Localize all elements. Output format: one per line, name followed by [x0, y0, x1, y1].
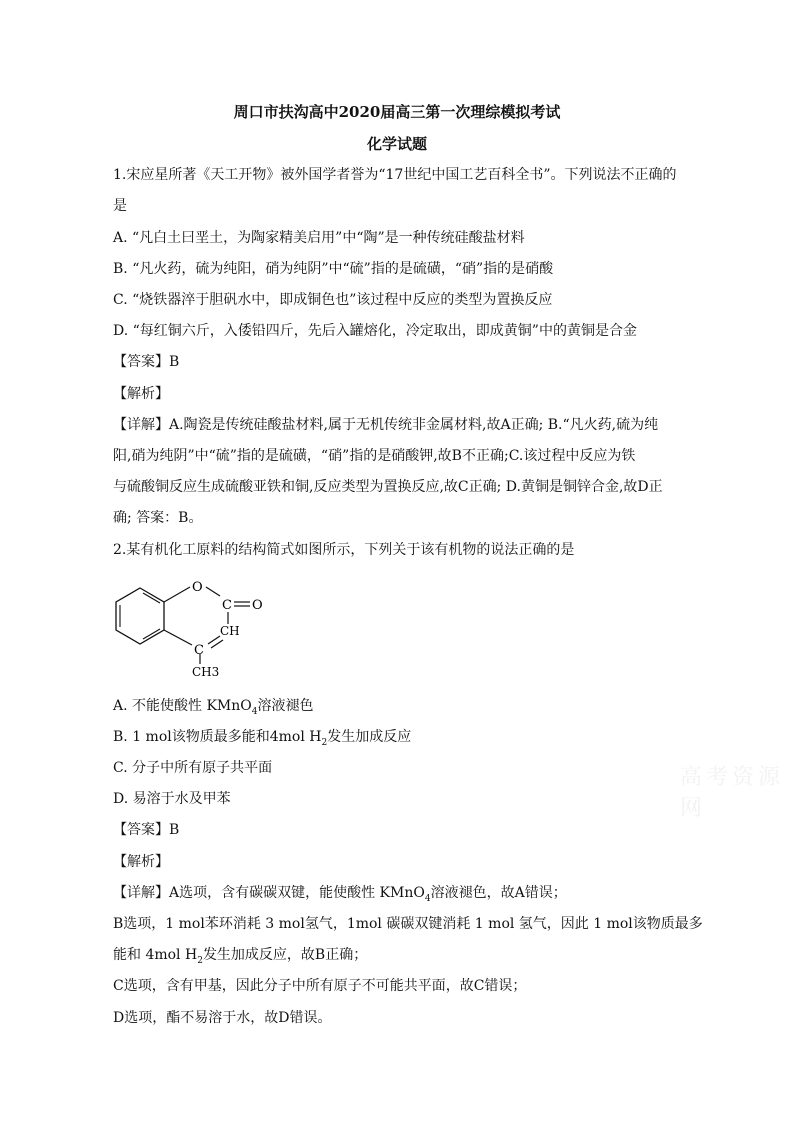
label-o-carbonyl: O — [252, 598, 263, 613]
q1-detail-line1: 【详解】A.陶瓷是传统硅酸盐材料,属于无机传统非金属材料,故A正确; B.“凡火药,硫为纯 — [113, 417, 659, 433]
q2-detail-c: C选项，含有甲基，因此分子中所有原子不可能共平面，故C错误； — [113, 978, 527, 994]
q2-detail-b1: B选项，1 mol苯环消耗 3 mol氢气，1mol 碳碳双键消耗 1 mol 氢气，因此 1 mol该物质最多 — [113, 916, 703, 932]
q1-detail-line2: 阳,硝为纯阴”中“硫”指的是硫磺，“硝”指的是硝酸钾,故B不正确;C.该过程中反应为铁 — [113, 448, 636, 464]
q1-detail-line3: 与硫酸铜反应生成硫酸亚铁和铜,反应类型为置换反应,故C正确; D.黄铜是铜锌合金,故D正 — [113, 479, 663, 495]
q1-detail-line4: 确; 答案：B。 — [113, 510, 203, 526]
exam-title: 周口市扶沟高中2020届高三第一次理综模拟考试 — [233, 103, 561, 121]
q2-answer: 【答案】B — [113, 822, 180, 838]
q2-option-d: D. 易溶于水及甲苯 — [113, 791, 231, 807]
q1-option-d: D. “每红铜六斤，入倭铅四斤，先后入罐熔化，冷定取出，即成黄铜”中的黄铜是合金 — [113, 323, 637, 339]
label-c-methyl-base: C — [194, 643, 204, 658]
q2-detail-a: 【详解】A选项，含有碳碳双键，能使酸性 KMnO$_4$溶液褪色，故A错误； — [113, 885, 567, 904]
label-ch3: CH3 — [192, 665, 220, 679]
q2-detail-b2: 能和 4mol $H_2$发生加成反应，故B正确； — [113, 947, 368, 966]
watermark: 高考资源网 — [680, 765, 785, 821]
q2-analysis-label: 【解析】 — [113, 854, 169, 870]
q1-option-c: C. “烧铁器淬于胆矾水中，即成铜色也”该过程中反应的类型为置换反应 — [113, 292, 553, 308]
label-ch: CH — [220, 624, 240, 638]
q1-analysis-label: 【解析】 — [113, 386, 169, 402]
q1-option-b: B. “凡火药，硫为纯阳，硝为纯阴”中“硫”指的是硫磺，“硝”指的是硝酸 — [113, 261, 554, 277]
q1-stem-line1: 1.宋应星所著《天工开物》被外国学者誉为“17世纪中国工艺百科全书”。下列说法不正确的 — [113, 167, 677, 183]
benzene-ring — [116, 588, 164, 644]
q1-option-a: A. “凡白土曰垩土，为陶家精美启用”中“陶”是一种传统硅酸盐材料 — [113, 230, 525, 246]
exam-subtitle: 化学试题 — [366, 135, 427, 153]
q2-stem: 2.某有机化工原料的结构简式如图所示，下列关于该有机物的说法正确的是 — [113, 542, 575, 558]
label-o-ring: O — [192, 580, 203, 595]
q1-answer: 【答案】B — [113, 354, 180, 370]
q2-option-a: A. 不能使酸性 KMnO$_4$溶液褪色 — [113, 698, 314, 717]
bond-ring-o — [164, 587, 190, 602]
bond-o-c — [206, 587, 220, 596]
q2-detail-d: D选项，酯不易溶于水，故D错误。 — [113, 1010, 332, 1026]
q2-option-b: B. 1 mol该物质最多能和4mol $H_2$发生加成反应 — [113, 729, 412, 748]
label-c-carbonyl: C — [222, 598, 232, 613]
bond-ring-c — [164, 630, 192, 645]
q1-stem-line2: 是 — [113, 198, 127, 214]
q2-option-c: C. 分子中所有原子共平面 — [113, 760, 273, 776]
structural-formula — [112, 572, 282, 682]
